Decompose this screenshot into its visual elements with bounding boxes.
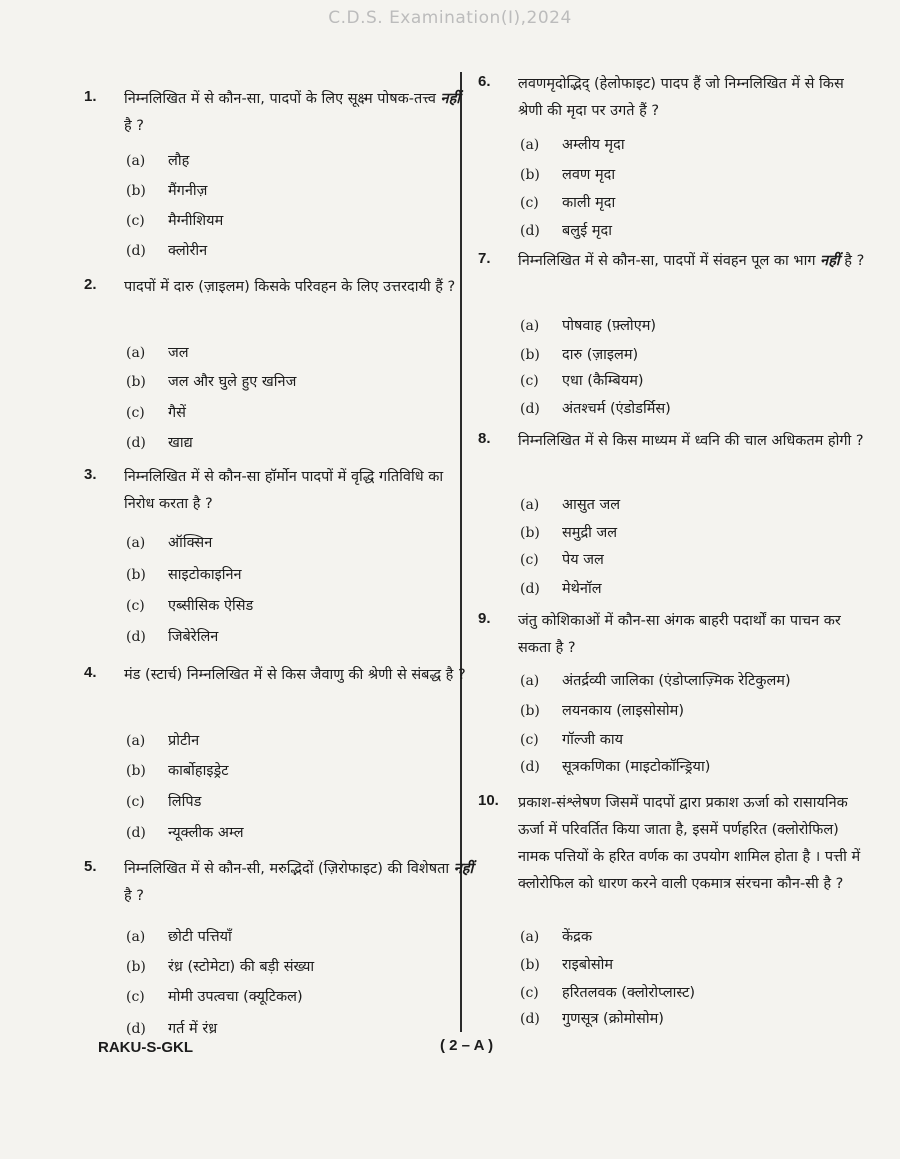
option-d[interactable] <box>126 820 244 846</box>
option-label: (d) <box>520 401 540 417</box>
option-c[interactable] <box>520 980 695 1006</box>
option-text: बलुई मृदा <box>562 223 612 239</box>
option-c[interactable] <box>126 593 253 619</box>
option-label: (c) <box>126 794 145 810</box>
option-label: (c) <box>520 732 539 748</box>
option-text: न्यूक्लीक अम्ल <box>168 825 244 841</box>
option-text: दारु (ज़ाइलम) <box>562 347 639 363</box>
option-text: आसुत जल <box>562 497 621 513</box>
option-label: (d) <box>126 435 146 451</box>
option-text: ऑक्सिन <box>168 535 213 551</box>
option-text: पोषवाह (फ़्लोएम) <box>562 318 657 334</box>
option-c[interactable] <box>126 984 303 1010</box>
option-c[interactable] <box>126 789 201 815</box>
option-text: एब्सीसिक ऐसिड <box>168 598 254 614</box>
option-d[interactable] <box>520 1006 664 1032</box>
option-text: समुद्री जल <box>562 525 618 541</box>
option-label: (d) <box>126 629 146 645</box>
option-b[interactable] <box>520 520 617 546</box>
option-label: (a) <box>126 153 146 169</box>
question-text: जंतु कोशिकाओं में कौन-सा अंगक बाहरी पदार्थों का पाचन कर सकता है ? <box>518 613 841 656</box>
option-label: (b) <box>520 957 540 973</box>
option-text: साइटोकाइनिन <box>168 567 242 583</box>
option-text: जल <box>168 345 189 361</box>
option-text: अंतर्द्रव्यी जालिका (एंडोप्लाज़्मिक रेटिकुलम) <box>562 673 791 689</box>
option-label: (b) <box>126 374 146 390</box>
question-text: मंड (स्टार्च) निम्नलिखित में से किस जैवाणु की श्रेणी से संबद्ध है ? <box>124 667 466 683</box>
option-label: (d) <box>126 1021 146 1037</box>
option-label: (a) <box>126 535 146 551</box>
question-number: 2. <box>84 276 97 293</box>
option-text: मैग्नीशियम <box>168 213 224 229</box>
option-b[interactable] <box>520 342 638 368</box>
option-text: गॉल्जी काय <box>562 732 624 748</box>
question-number: 5. <box>84 858 97 875</box>
option-label: (d) <box>520 223 540 239</box>
option-d[interactable] <box>520 218 612 244</box>
option-a[interactable] <box>126 924 232 950</box>
option-label: (a) <box>126 733 146 749</box>
option-text: गुणसूत्र (क्रोमोसोम) <box>562 1011 664 1027</box>
option-text: गैसें <box>168 405 186 421</box>
option-c[interactable] <box>520 190 615 216</box>
option-label: (c) <box>520 373 539 389</box>
option-text: खाद्य <box>168 435 193 451</box>
option-d[interactable] <box>126 430 193 456</box>
question-number: 3. <box>84 466 97 483</box>
option-b[interactable] <box>126 369 296 395</box>
option-text: सूत्रकणिका (माइटोकॉन्ड्रिया) <box>562 759 711 775</box>
option-text: मैंगनीज़ <box>168 183 208 199</box>
option-text: जल और घुले हुए खनिज <box>168 374 297 390</box>
option-label: (d) <box>520 581 540 597</box>
option-label: (c) <box>126 598 145 614</box>
option-text: मोमी उपत्वचा (क्यूटिकल) <box>168 989 303 1005</box>
question-number: 1. <box>84 88 97 105</box>
option-b[interactable] <box>520 162 615 188</box>
option-label: (a) <box>126 345 146 361</box>
option-text: कार्बोहाइड्रेट <box>168 763 229 779</box>
question-number: 10. <box>478 792 499 809</box>
option-text: केंद्रक <box>562 929 592 945</box>
exam-stamp: C.D.S. Examination(I),2024 <box>328 8 572 28</box>
option-text: लिपिड <box>168 794 202 810</box>
option-d[interactable] <box>520 754 710 780</box>
option-text: राइबोसोम <box>562 957 614 973</box>
option-a[interactable] <box>520 313 656 339</box>
question-text: निम्नलिखित में से कौन-सा हॉर्मोन पादपों में वृद्धि गतिविधि का निरोध करता है ? <box>124 469 444 512</box>
question-number: 8. <box>478 430 491 447</box>
option-label: (a) <box>520 929 540 945</box>
page-number: ( 2 – A ) <box>440 1037 494 1054</box>
option-b[interactable] <box>126 178 207 204</box>
option-label: (a) <box>520 137 540 153</box>
option-label: (a) <box>520 318 540 334</box>
option-text: लयनकाय (लाइसोसोम) <box>562 703 685 719</box>
option-label: (b) <box>520 347 540 363</box>
option-text: पेय जल <box>562 552 604 568</box>
option-a[interactable] <box>126 148 189 174</box>
option-text: हरितलवक (क्लोरोप्लास्ट) <box>562 985 696 1001</box>
question-text: पादपों में दारु (ज़ाइलम) किसके परिवहन के लिए उत्तरदायी हैं ? <box>124 279 456 295</box>
option-text: प्रोटीन <box>168 733 200 749</box>
option-b[interactable] <box>126 562 242 588</box>
option-label: (d) <box>520 1011 540 1027</box>
option-c[interactable] <box>520 547 604 573</box>
option-a[interactable] <box>126 530 212 556</box>
option-text: जिबेरेलिन <box>168 629 219 645</box>
option-b[interactable] <box>520 698 684 724</box>
option-label: (b) <box>520 703 540 719</box>
option-c[interactable] <box>520 368 644 394</box>
option-b[interactable] <box>520 952 613 978</box>
option-text: मेथेनॉल <box>562 581 602 597</box>
question-number: 7. <box>478 250 491 267</box>
option-d[interactable] <box>126 238 207 264</box>
option-c[interactable] <box>126 208 223 234</box>
option-text: लौह <box>168 153 190 169</box>
option-a[interactable] <box>520 924 592 950</box>
question-text: निम्नलिखित में से कौन-सी, मरुद्भिदों (ज़िरोफाइट) की विशेषता नहीं है ? <box>124 861 474 904</box>
option-a[interactable] <box>520 132 625 158</box>
option-label: (c) <box>126 213 145 229</box>
option-label: (b) <box>126 959 146 975</box>
option-label: (c) <box>520 552 539 568</box>
option-text: छोटी पत्तियाँ <box>168 929 232 945</box>
question-text: निम्नलिखित में से कौन-सा, पादपों के लिए सूक्ष्म पोषक-तत्त्व नहीं है ? <box>124 91 461 134</box>
question-text: निम्नलिखित में से किस माध्यम में ध्वनि की चाल अधिकतम होगी ? <box>518 433 864 449</box>
option-label: (c) <box>520 195 539 211</box>
question-number: 6. <box>478 73 491 90</box>
option-text: एधा (कैम्बियम) <box>562 373 644 389</box>
option-label: (b) <box>520 525 540 541</box>
option-c[interactable] <box>520 727 623 753</box>
option-a[interactable] <box>520 668 791 694</box>
option-label: (d) <box>126 825 146 841</box>
option-label: (a) <box>520 497 540 513</box>
option-c[interactable] <box>126 400 186 426</box>
option-text: अंतश्चर्म (एंडोडर्मिस) <box>562 401 671 417</box>
option-b[interactable] <box>126 954 314 980</box>
option-label: (b) <box>126 763 146 779</box>
question-number: 4. <box>84 664 97 681</box>
option-label: (a) <box>520 673 540 689</box>
option-label: (b) <box>126 567 146 583</box>
option-d[interactable] <box>126 624 218 650</box>
option-text: लवण मृदा <box>562 167 616 183</box>
paper-code: RAKU-S-GKL <box>98 1039 193 1056</box>
option-d[interactable] <box>520 576 602 602</box>
option-label: (c) <box>126 405 145 421</box>
option-label: (b) <box>126 183 146 199</box>
question-text: निम्नलिखित में से कौन-सा, पादपों में संवहन पूल का भाग नहीं है ? <box>518 253 865 269</box>
question-number: 9. <box>478 610 491 627</box>
option-text: क्लोरीन <box>168 243 208 259</box>
option-text: अम्लीय मृदा <box>562 137 625 153</box>
option-text: रंध्र (स्टोमेटा) की बड़ी संख्या <box>168 959 315 975</box>
option-text: गर्त में रंध्र <box>168 1021 218 1037</box>
option-label: (b) <box>520 167 540 183</box>
question-text: लवणमृदोद्भिद् (हेलोफाइट) पादप हैं जो निम्नलिखित में से किस श्रेणी की मृदा पर उगते हैं ? <box>518 76 844 119</box>
option-label: (d) <box>520 759 540 775</box>
option-a[interactable] <box>520 492 620 518</box>
option-a[interactable] <box>126 728 199 754</box>
option-d[interactable] <box>520 396 671 422</box>
option-b[interactable] <box>126 758 229 784</box>
option-label: (c) <box>520 985 539 1001</box>
question-text: प्रकाश-संश्लेषण जिसमें पादपों द्वारा प्रकाश ऊर्जा को रासायनिक ऊर्जा में परिवर्तित किया जाता है, इसमें पर्णहरित (क्लोरोफिल) नामक पत्तियों के हरित वर्णक का उपयोग शामिल होता है । पत्ती में क्लोरोफिल को धारण करने वाली एकमात्र संरचना कौन-सी है ? <box>518 795 861 892</box>
option-text: काली मृदा <box>562 195 616 211</box>
option-label: (a) <box>126 929 146 945</box>
option-label: (c) <box>126 989 145 1005</box>
option-a[interactable] <box>126 340 189 366</box>
option-label: (d) <box>126 243 146 259</box>
